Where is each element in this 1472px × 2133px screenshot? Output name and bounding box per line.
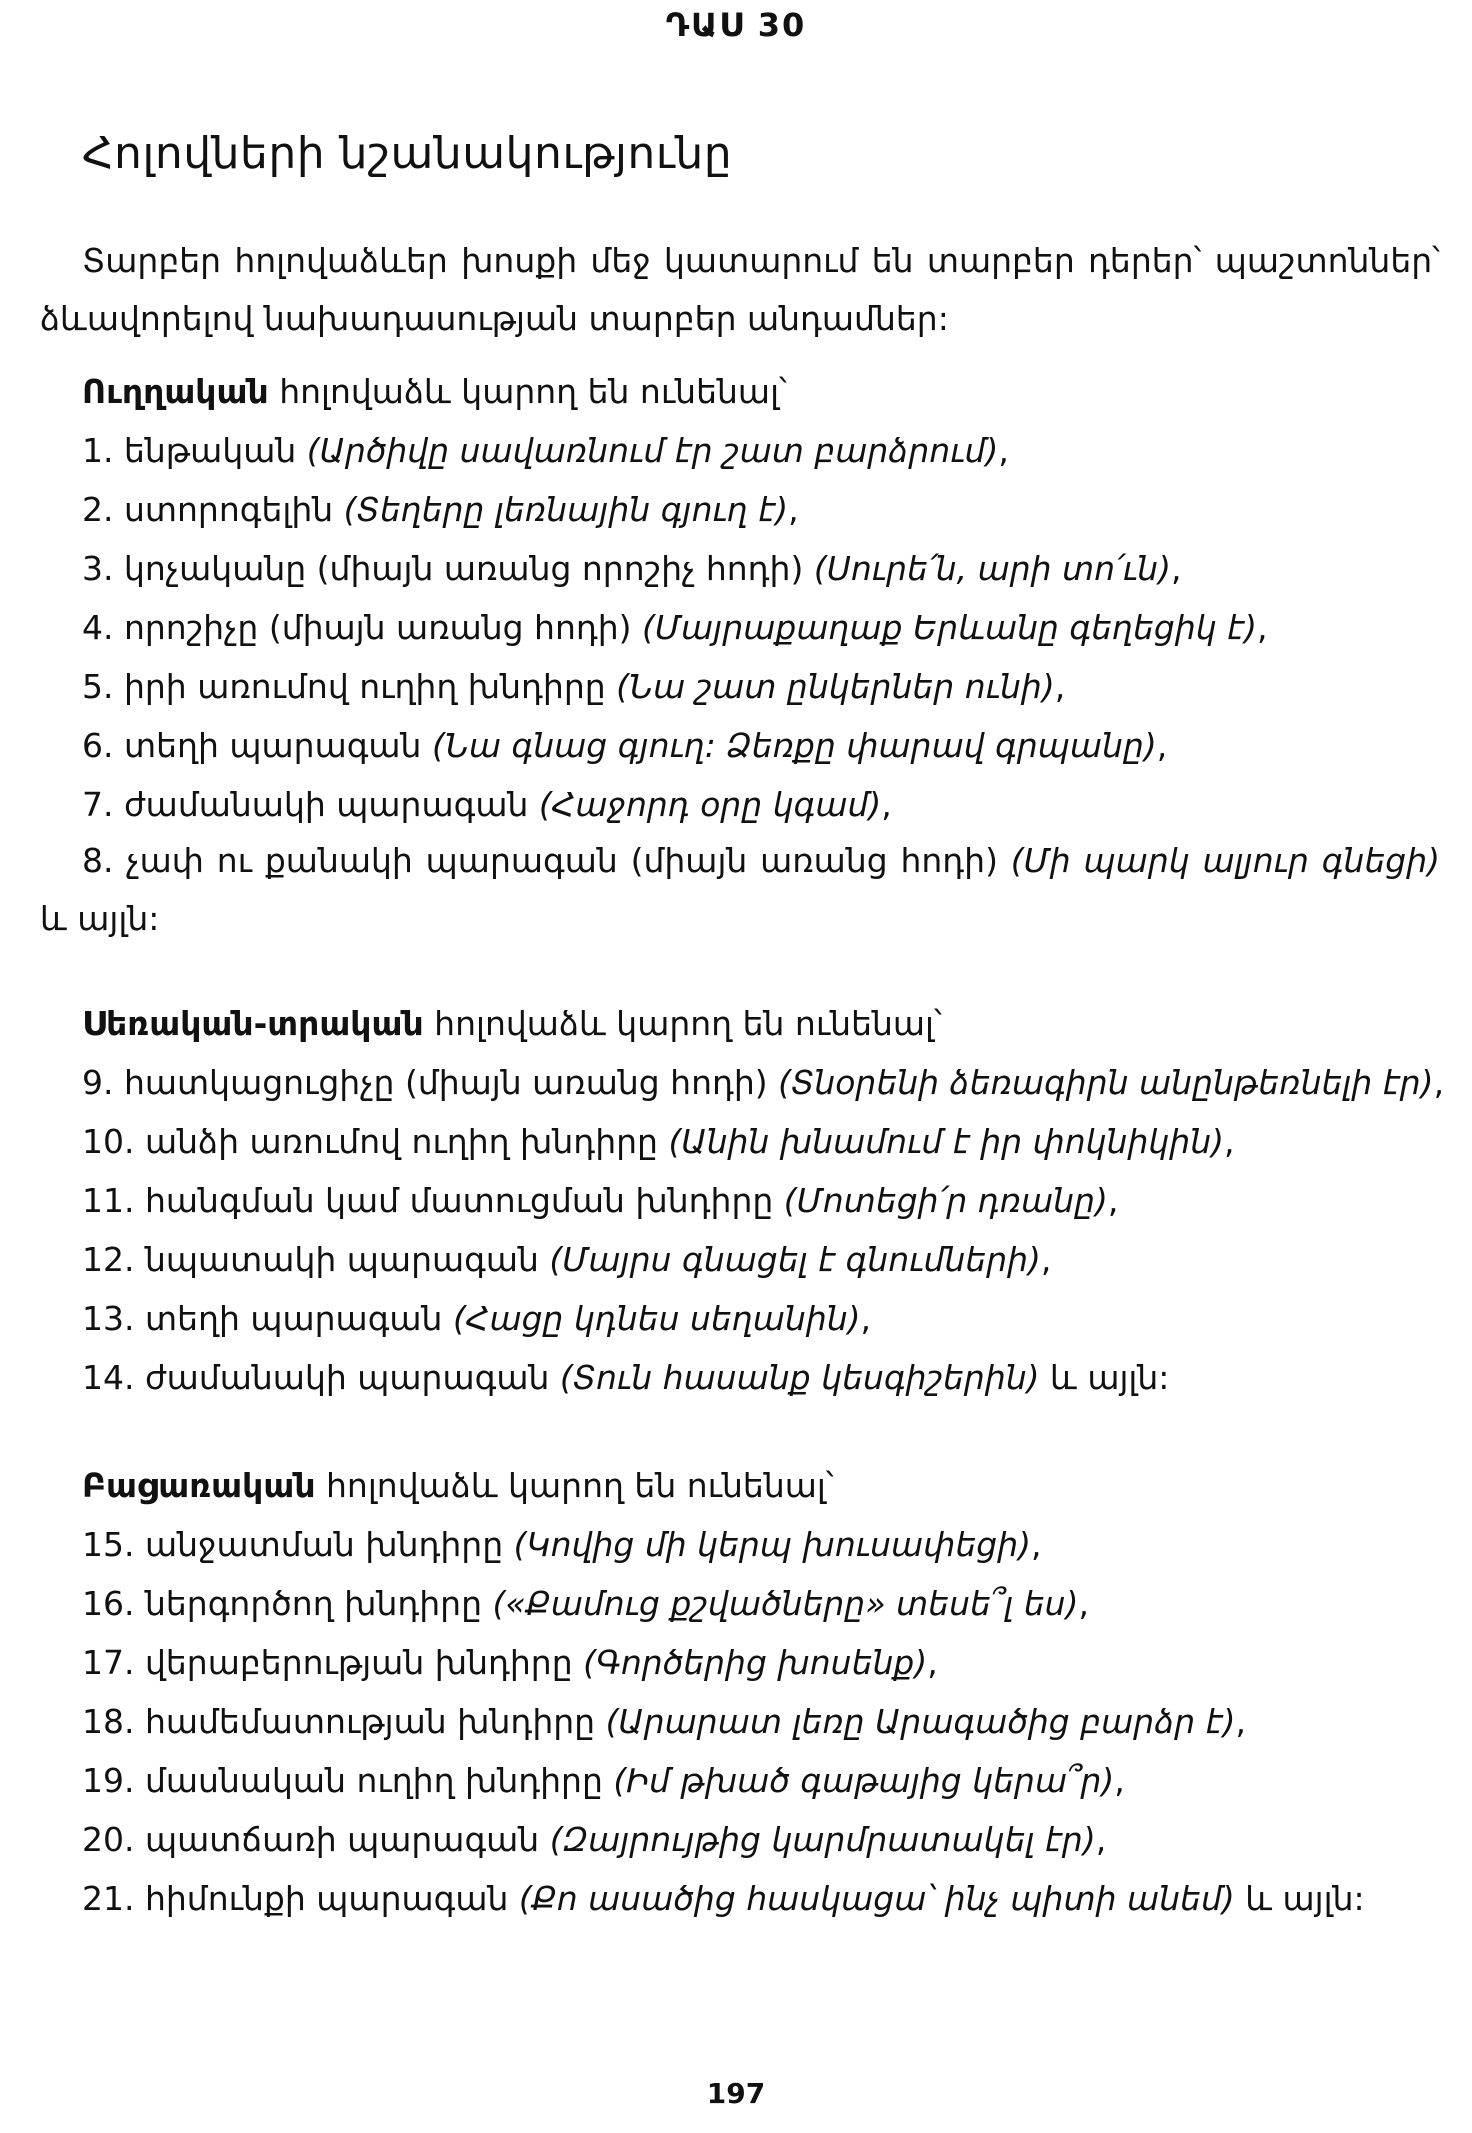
item-tail: , (1114, 1761, 1125, 1800)
item-example: (Գործերից խոսենք) (583, 1643, 928, 1682)
item-lead: 11. հանգման կամ մատուցման խնդիրը (82, 1181, 784, 1220)
item-tail: , (1078, 1584, 1089, 1623)
item-example: («Քամուց քշվածները» տեսե՞լ ես) (492, 1584, 1079, 1623)
item-tail: , (1257, 608, 1268, 647)
item-lead: 1. ենթական (82, 431, 307, 470)
group-title-rest: հոլովաձև կարող են ունենալ՝ (423, 1004, 942, 1043)
item-example: (Քո ասածից հասկացա՝ ինչ պիտի անեմ) (518, 1879, 1235, 1918)
item-tail: , (1054, 667, 1066, 706)
item-example: (Իմ թխած գաթայից կերա՞ր) (613, 1761, 1115, 1800)
list-item (82, 1299, 871, 1338)
item-example: (Հացը կդնես սեղանին) (452, 1299, 861, 1338)
group-title-nominative (82, 372, 787, 411)
item-example: (Մոտեցի՛ր դռանը) (783, 1181, 1108, 1220)
list-item (82, 549, 1181, 588)
item-lead: 5. իրի առումով ուղիղ խնդիրը (82, 667, 617, 706)
item-lead: 7. ժամանակի պարագան (82, 785, 539, 824)
item-example: (Զայրույթից կարմրատակել էր) (549, 1820, 1096, 1859)
item-example: (Մայրաքաղաք Երևանը գեղեցիկ է) (642, 608, 1258, 647)
item-example: (Մայրս գնացել է գնումների) (549, 1240, 1041, 1279)
list-item (82, 1820, 1106, 1859)
item-tail: , (788, 490, 799, 529)
item-tail: և այլն: (1234, 1879, 1365, 1918)
list-item (82, 431, 1009, 470)
item-tail: , (998, 431, 1009, 470)
page-title: Հոլովների նշանակությունը (82, 128, 733, 179)
item-tail: , (860, 1299, 872, 1338)
list-item (82, 1761, 1125, 1800)
list-item (82, 1584, 1089, 1623)
item-tail: , (1235, 1702, 1247, 1741)
item-tail: և այլն: (1039, 1358, 1170, 1397)
item-lead: 9. հատկացուցիչը (միայն առանց հոդի) (82, 1063, 779, 1102)
item-lead: 16. ներգործող խնդիրը (82, 1584, 493, 1623)
item-lead: 14. ժամանակի պարագան (82, 1358, 560, 1397)
item-tail: , (1040, 1240, 1052, 1279)
group-title-bold: Սեռական-տրական (82, 1004, 424, 1043)
intro-paragraph: Տարբեր հոլովաձևեր խոսքի մեջ կատարում են տարբեր դերեր՝ պաշտոններ՝ ձևավորելով նախադասության տարբեր անդամներ: (40, 241, 1440, 338)
list-item (82, 1063, 1444, 1102)
item-lead: 8. չափ ու քանակի պարագան (միայն առանց հոդի) (82, 841, 1011, 880)
list-item (82, 1240, 1051, 1279)
item-tail: , (1156, 726, 1168, 765)
lesson-label: ԴԱՍ 30 (665, 6, 807, 44)
item-example: (Տնօրենի ձեռագիրն անընթեռնելի էր) (778, 1063, 1434, 1102)
group-title-ablative (82, 1466, 834, 1505)
list-item (82, 490, 799, 529)
group-title-bold: Ուղղական (82, 372, 269, 411)
item-lead: 12. նպատակի պարագան (82, 1240, 550, 1279)
item-lead: 2. ստորոգելին (82, 490, 344, 529)
group-title-genitive-dative (82, 1004, 942, 1043)
item-lead: 10. անձի առումով ուղիղ խնդիրը (82, 1122, 669, 1161)
item-lead: 19. մասնական ուղիղ խնդիրը (82, 1761, 614, 1800)
item-tail: , (881, 785, 892, 824)
list-item (82, 726, 1167, 765)
item-tail: , (1095, 1820, 1107, 1859)
item-example: (Տեղերը լեռնային գյուղ է) (343, 490, 789, 529)
list-item (82, 1879, 1365, 1918)
item-lead: 15. անջատման խնդիրը (82, 1525, 514, 1564)
item-tail: , (1107, 1181, 1119, 1220)
list-item (82, 1702, 1246, 1741)
list-item (82, 1358, 1169, 1397)
list-item (82, 785, 892, 824)
list-item (40, 832, 1440, 948)
item-tail: , (1224, 1122, 1235, 1161)
item-example: (Նա շատ ընկերներ ունի) (616, 667, 1055, 706)
group-title-rest: հոլովաձև կարող են ունենալ՝ (268, 372, 787, 411)
item-tail: և այլն: (40, 899, 160, 938)
item-lead: 13. տեղի պարագան (82, 1299, 453, 1338)
item-lead: 21. հիմունքի պարագան (82, 1879, 519, 1918)
item-example: (Սուրե՛ն, արի տո՛ւն) (813, 549, 1171, 588)
list-item (82, 1122, 1235, 1161)
item-example: (Նա գնաց գյուղ: Ձեռքը փարավ գրպանը) (431, 726, 1157, 765)
item-tail: , (1433, 1063, 1445, 1102)
item-lead: 20. պատճառի պարագան (82, 1820, 550, 1859)
item-example: (Արծիվը սավառնում էր շատ բարձրում) (306, 431, 999, 470)
item-lead: 18. համեմատության խնդիրը (82, 1702, 606, 1741)
item-example: (Արարատ լեռը Արագածից բարձր է) (605, 1702, 1236, 1741)
list-item (82, 667, 1065, 706)
item-tail: , (1031, 1525, 1042, 1564)
item-tail: , (1170, 549, 1182, 588)
item-lead: 17. վերաբերության խնդիրը (82, 1643, 584, 1682)
group-title-rest: հոլովաձև կարող են ունենալ՝ (315, 1466, 834, 1505)
item-lead: 6. տեղի պարագան (82, 726, 432, 765)
list-item (82, 1525, 1042, 1564)
group-title-bold: Բացառական (82, 1466, 316, 1505)
item-example: (Տուն հասանք կեսգիշերին) (559, 1358, 1040, 1397)
item-tail: , (927, 1643, 938, 1682)
item-example: (Մի պարկ ալյուր գնեցի) (1010, 841, 1440, 880)
item-example: (Հաջորդ օրը կգամ) (538, 785, 882, 824)
item-lead: 3. կոչականը (միայն առանց որոշիչ հոդի) (82, 549, 814, 588)
list-item (82, 608, 1268, 647)
item-example: (Կովից մի կերպ խուսափեցի) (513, 1525, 1031, 1564)
item-lead: 4. որոշիչը (միայն առանց հոդի) (82, 608, 643, 647)
item-example: (Անին խնամում է իր փոկնիկին) (668, 1122, 1225, 1161)
list-item (82, 1643, 938, 1682)
page-number: 197 (706, 2077, 766, 2110)
list-item (82, 1181, 1118, 1220)
